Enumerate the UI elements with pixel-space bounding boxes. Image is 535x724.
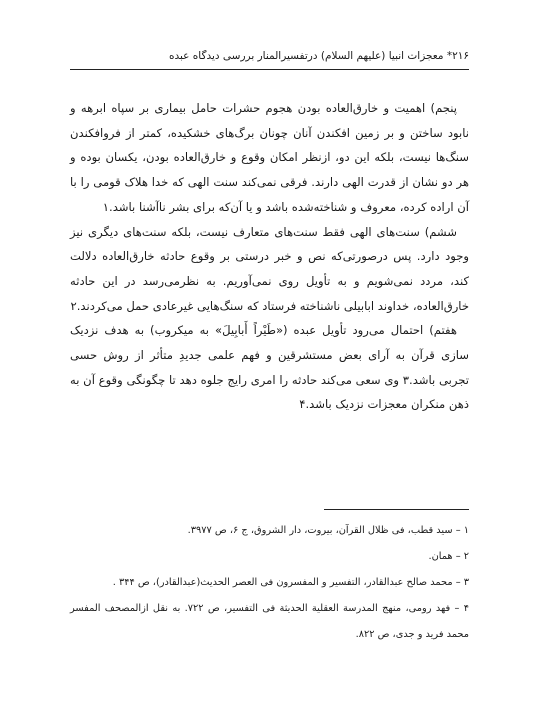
footnote-4: ۴ – فهد رومی، منهج المدرسة العقلیة الحدیثة فی التفسیر، ص ۷۲۲. به نقل ازالمصحف المفسر محمد فرید و جدی، ص ۸۲۲. (70, 603, 469, 640)
footnote-3: ۳ – محمد صالح عبدالقادر، التفسیر و المفسرون فی العصر الحدیث(عبدالقادر)، ص ۳۴۴ . (112, 577, 469, 588)
body-text (70, 96, 469, 417)
footnote-divider (324, 509, 469, 510)
paragraph-sixth: ششم) سنت‌های الهی فقط سنت‌های متعارف نیست، بلکه سنت‌های دیگری نیز وجود دارد. پس درصورتی‌که نص و خبر درستی بر وقوع حادثه خارق‌العاده دلالت کند، مردد نمی‌شویم و به تأویل روی نمی‌آوریم. به نظرمی‌رسد در این حادثه خارق‌العاده، خداوند ابابیلی ناشناخته فرستاد که سنگ‌هایی غیرعادی حمل می‌کردند.۲ (70, 224, 469, 313)
footnotes (70, 518, 469, 648)
running-header: ۲۱۶* معجزات انبیا (علیهم السلام) درتفسیرالمنار بررسی دیدگاه عبده (168, 50, 469, 62)
header-divider (70, 69, 469, 70)
footnote-1: ۱ – سید قطب، فی ظلال القرآن، بیروت، دار الشروق، ج ۶، ص ۳۹۷۷. (187, 525, 469, 536)
footnote-2: ۲ – همان. (428, 551, 469, 562)
paragraph-fifth: پنجم) اهمیت و خارق‌العاده بودن هجوم حشرات حامل بیماری بر سپاه ابرهه و نابود ساختن و بر زمین افکندن آنان چونان برگ‌های خشکیده، کمتر از فروافکندن سنگ‌ها نیست، بلکه این دو، ازنظر امکان وقوع و خارق‌العاده بودن، یکسان بوده و هر دو نشان از قدرت الهی دارند. فرقی نمی‌کند سنت الهی که خدا هلاک قومی را با آن اراده کرده، معروف و شناخته‌شده باشد و یا آن‌که برای بشر ناآشنا باشد.۱ (70, 101, 469, 214)
paragraph-seventh: هفتم) احتمال می‌رود تأویل عبده («طَیْراً أَبابِیلَ» به میکروب) به هدف نزدیک سازی قرآن به آرای بعض مستشرقین و فهم علمی جدیدِ متأثر از روش حسی تجربی باشد.۳ وی سعی می‌کند حادثه را امری رایج جلوه دهد تا چگونگی وقوع آن به ذهن منکران معجزات نزدیک باشد.۴ (70, 323, 469, 412)
